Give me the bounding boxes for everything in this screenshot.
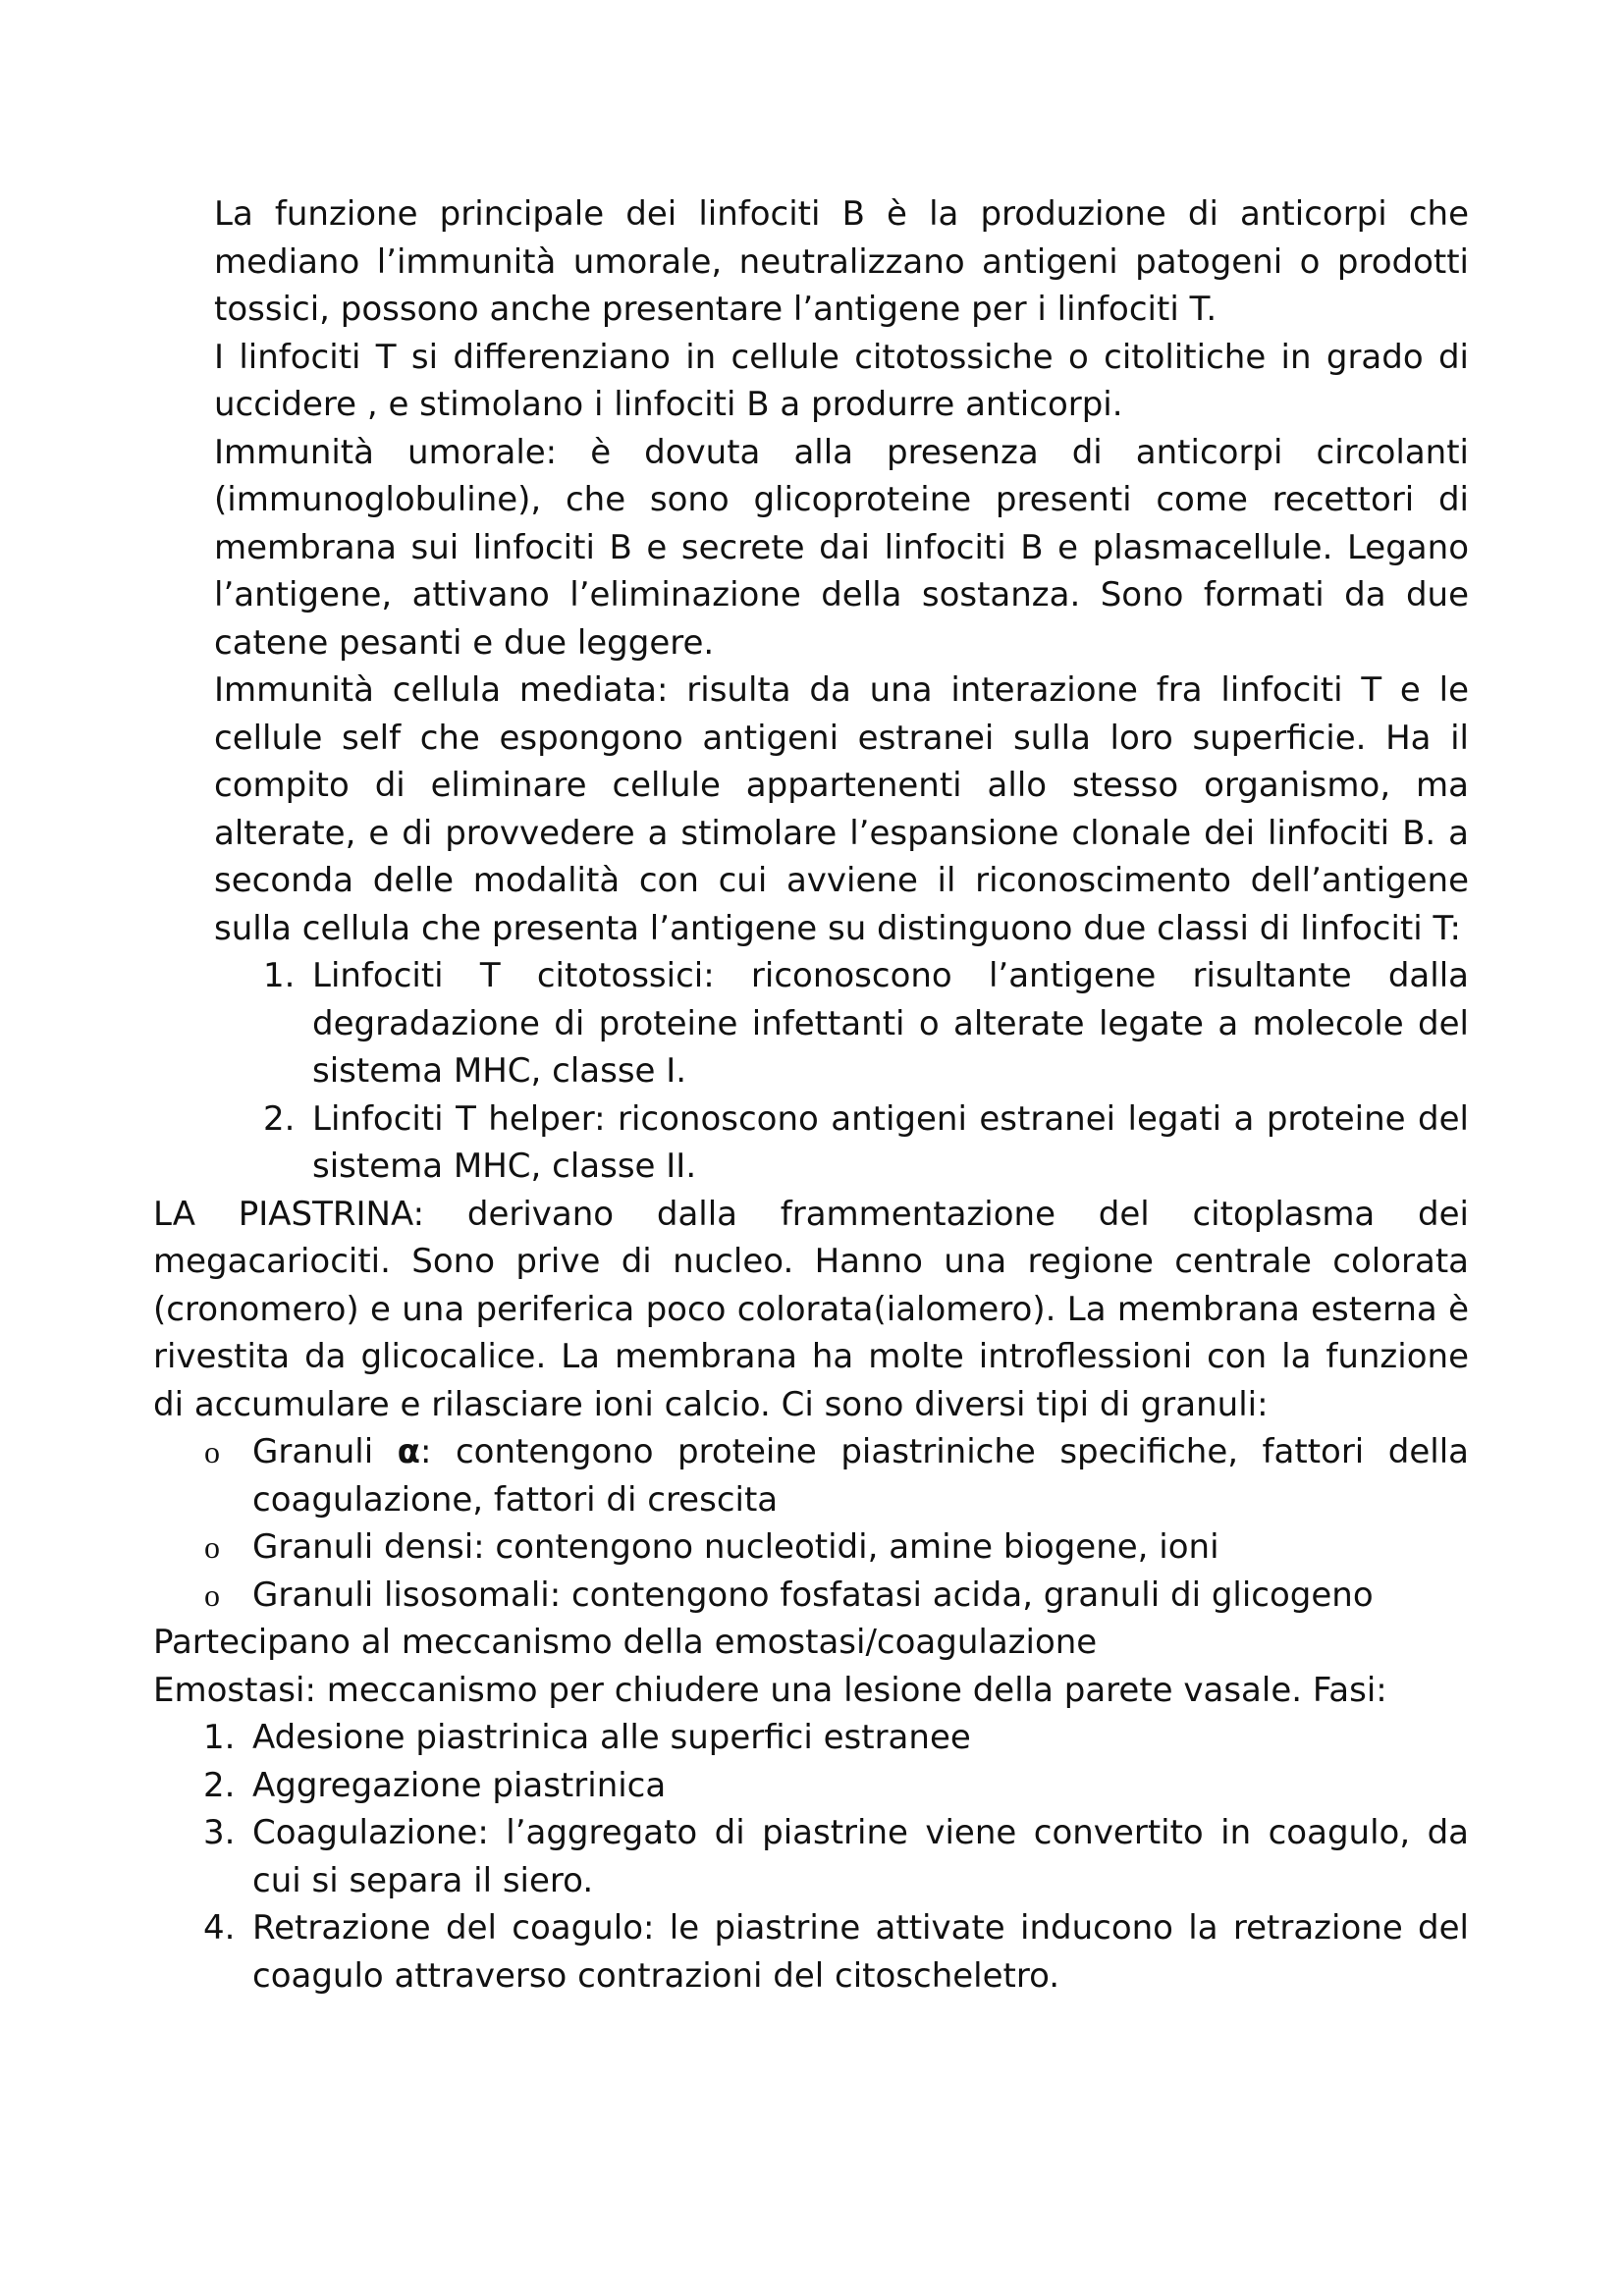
list-item-text: Coagulazione: l’aggregato di piastrine viene convertito in coagulo, da cui si separa il siero. xyxy=(252,1813,1469,1900)
bullet-icon: o xyxy=(204,1529,220,1565)
list-item-text: Aggregazione piastrinica xyxy=(252,1765,667,1805)
lysosomal-description: Granuli lisosomali: contengono fosfatasi acida, granuli di glicogeno xyxy=(252,1575,1374,1615)
list-item-dense-granules xyxy=(153,1523,1469,1572)
list-item-text: Adesione piastrinica alle superfici estranee xyxy=(252,1718,971,1757)
list-item-text: Retrazione del coagulo: le piastrine attivate inducono la retrazione del coagulo attraverso contrazioni del citoscheletro. xyxy=(252,1908,1469,1996)
bullet-icon: o xyxy=(204,1434,220,1469)
bullet-icon: o xyxy=(204,1576,220,1613)
list-item xyxy=(153,952,1469,1095)
paragraph-platelet: LA PIASTRINA: derivano dalla frammentazione del citoplasma dei megacariociti. Sono prive di nucleo. Hanno una regione centrale colorata (cronomero) e una periferica poco colorata(ialomero). La membrana esterna è rivestita da glicocalice. La membrana ha molte introflessioni con la funzione di accumulare e rilasciare ioni calcio. Ci sono diversi tipi di granuli: xyxy=(153,1194,1469,1424)
alpha-description: : contengono proteine piastriniche specifiche, fattori della coagulazione, fattori di crescita xyxy=(252,1432,1469,1520)
list-item xyxy=(153,1095,1469,1191)
list-number: 3. xyxy=(203,1813,236,1852)
paragraph-b-lymphocytes: La funzione principale dei linfociti B è la produzione di anticorpi che mediano l’immunità umorale, neutralizzano antigeni patogeni o prodotti tossici, possono anche presentare l’antigene per i linfociti T. xyxy=(214,194,1469,329)
list-item-text: Linfociti T helper: riconoscono antigeni estranei legati a proteine del sistema MHC, classe II. xyxy=(312,1098,1469,1186)
list-number: 2. xyxy=(263,1098,296,1139)
list-item xyxy=(153,1904,1469,2000)
line-hemostasis: Emostasi: meccanismo per chiudere una lesione della parete vasale. Fasi: xyxy=(153,1670,1387,1710)
paragraph-humoral-immunity: Immunità umorale: è dovuta alla presenza di anticorpi circolanti (immunoglobuline), che sono glicoproteine presenti come recettori di membrana sui linfociti B e secrete dai linfociti B e plasmacellule. Legano l’antigene, attivano l’eliminazione della sostanza. Sono formati da due catene pesanti e due leggere. xyxy=(214,432,1469,663)
list-item xyxy=(153,1762,1469,1810)
list-item xyxy=(153,1714,1469,1762)
paragraph-cell-mediated-immunity: Immunità cellula mediata: risulta da una interazione fra linfociti T e le cellule self che espongono antigeni estranei sulla loro superficie. Ha il compito di eliminare cellule appartenenti allo stesso organismo, ma alterate, e di provvedere a stimolare l’espansione clonale dei linfociti B. a seconda delle modalità con cui avviene il riconoscimento dell’antigene sulla cellula che presenta l’antigene su distinguono due classi di linfociti T: xyxy=(214,670,1469,948)
document-body xyxy=(153,190,1469,2000)
granules-list xyxy=(153,1428,1469,1619)
hemostasis-phases-list xyxy=(153,1714,1469,2000)
list-item-text: Linfociti T citotossici: riconoscono l’antigene risultante dalla degradazione di proteine infettanti o alterate legate a molecole del sistema MHC, classe I. xyxy=(312,956,1469,1091)
list-item-lysosomal-granules xyxy=(153,1572,1469,1620)
list-number: 2. xyxy=(203,1765,236,1805)
t-lymphocyte-classes-list xyxy=(153,952,1469,1191)
alpha-prefix: Granuli xyxy=(252,1432,398,1471)
dense-description: Granuli densi: contengono nucleotidi, amine biogene, ioni xyxy=(252,1527,1219,1567)
line-participate: Partecipano al meccanismo della emostasi/coagulazione xyxy=(153,1623,1098,1662)
list-item-alpha-granules xyxy=(153,1428,1469,1523)
list-number: 1. xyxy=(203,1718,236,1757)
list-number: 1. xyxy=(263,956,296,995)
list-number: 4. xyxy=(203,1908,236,1948)
list-item xyxy=(153,1809,1469,1904)
alpha-symbol: α xyxy=(397,1432,421,1471)
paragraph-t-lymphocytes: I linfociti T si differenziano in cellule citotossiche o citolitiche in grado di uccidere , e stimolano i linfociti B a produrre anticorpi. xyxy=(214,337,1469,424)
